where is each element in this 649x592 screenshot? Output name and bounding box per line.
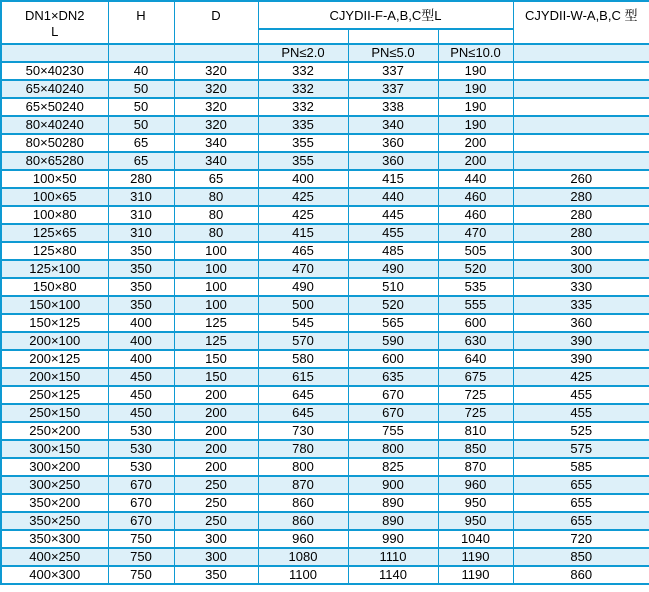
table-row — [1, 404, 649, 422]
table-cell: 125×100 — [1, 260, 108, 278]
header-spacer-cell — [438, 29, 513, 44]
header-row-pn — [1, 44, 649, 62]
header-cell-h: H — [108, 1, 174, 44]
table-cell: 400×300 — [1, 566, 108, 584]
table-cell: 310 — [108, 224, 174, 242]
table-cell: 332 — [258, 98, 348, 116]
table-cell: 200×125 — [1, 350, 108, 368]
table-row — [1, 296, 649, 314]
header-dn-line2: L — [51, 24, 59, 39]
table-cell: 300×150 — [1, 440, 108, 458]
table-row — [1, 350, 649, 368]
table-cell: 80×65280 — [1, 152, 108, 170]
table-row — [1, 188, 649, 206]
table-cell: 450 — [108, 368, 174, 386]
table-cell: 450 — [108, 386, 174, 404]
table-cell: 455 — [513, 386, 649, 404]
table-cell: 100 — [174, 242, 258, 260]
table-cell: 300 — [513, 260, 649, 278]
table-cell: 350×300 — [1, 530, 108, 548]
table-cell: 445 — [348, 206, 438, 224]
table-cell: 655 — [513, 494, 649, 512]
table-cell: 200 — [438, 152, 513, 170]
table-cell: 320 — [174, 80, 258, 98]
table-cell: 535 — [438, 278, 513, 296]
table-cell: 890 — [348, 494, 438, 512]
table-cell: 390 — [513, 332, 649, 350]
table-cell — [513, 80, 649, 98]
table-cell: 280 — [513, 188, 649, 206]
table-cell: 340 — [174, 152, 258, 170]
table-cell: 900 — [348, 476, 438, 494]
table-cell: 500 — [258, 296, 348, 314]
table-cell: 415 — [348, 170, 438, 188]
table-cell: 755 — [348, 422, 438, 440]
table-header — [1, 1, 649, 62]
table-cell: 310 — [108, 188, 174, 206]
table-cell: 250×125 — [1, 386, 108, 404]
table-cell: 750 — [108, 530, 174, 548]
table-cell: 150×125 — [1, 314, 108, 332]
table-cell: 65 — [108, 152, 174, 170]
table-cell: 50×40230 — [1, 62, 108, 80]
table-row — [1, 62, 649, 80]
table-cell: 400 — [258, 170, 348, 188]
table-cell: 950 — [438, 494, 513, 512]
table-cell: 635 — [348, 368, 438, 386]
table-cell: 750 — [108, 548, 174, 566]
table-cell: 355 — [258, 152, 348, 170]
table-cell: 465 — [258, 242, 348, 260]
table-cell — [513, 98, 649, 116]
table-cell: 590 — [348, 332, 438, 350]
table-cell: 337 — [348, 80, 438, 98]
table-cell: 320 — [174, 116, 258, 134]
table-cell: 565 — [348, 314, 438, 332]
table-cell: 725 — [438, 386, 513, 404]
table-cell: 545 — [258, 314, 348, 332]
table-cell: 335 — [258, 116, 348, 134]
header-cell-group-f: CJYDII-F-A,B,C型L — [258, 1, 513, 29]
table-cell: 425 — [513, 368, 649, 386]
table-row — [1, 440, 649, 458]
table-cell — [513, 134, 649, 152]
table-row — [1, 530, 649, 548]
table-cell: 655 — [513, 476, 649, 494]
table-cell: 280 — [108, 170, 174, 188]
table-cell: 1040 — [438, 530, 513, 548]
table-cell: 1080 — [258, 548, 348, 566]
table-cell: 615 — [258, 368, 348, 386]
table-cell: 280 — [513, 206, 649, 224]
table-cell: 300 — [174, 548, 258, 566]
table-cell: 125×65 — [1, 224, 108, 242]
table-cell: 190 — [438, 62, 513, 80]
table-cell: 80 — [174, 206, 258, 224]
table-cell: 200 — [174, 422, 258, 440]
table-cell: 250×200 — [1, 422, 108, 440]
header-row-main — [1, 1, 649, 29]
header-spacer-cell — [258, 29, 348, 44]
table-cell: 360 — [348, 134, 438, 152]
table-cell: 490 — [348, 260, 438, 278]
table-cell — [513, 116, 649, 134]
table-cell: 65×40240 — [1, 80, 108, 98]
header-cell-pn-2: PN≤2.0 — [258, 44, 348, 62]
table-cell: 460 — [438, 188, 513, 206]
table-cell: 655 — [513, 512, 649, 530]
table-cell: 455 — [513, 404, 649, 422]
table-row — [1, 422, 649, 440]
table-cell: 400 — [108, 350, 174, 368]
table-cell: 150×80 — [1, 278, 108, 296]
table-cell: 190 — [438, 80, 513, 98]
table-row — [1, 224, 649, 242]
table-cell: 125×80 — [1, 242, 108, 260]
table-cell: 332 — [258, 62, 348, 80]
table-cell: 850 — [513, 548, 649, 566]
table-cell: 125 — [174, 332, 258, 350]
table-row — [1, 494, 649, 512]
table-cell: 530 — [108, 422, 174, 440]
table-cell: 670 — [108, 512, 174, 530]
table-cell: 65 — [174, 170, 258, 188]
table-cell: 200 — [174, 458, 258, 476]
table-cell: 190 — [438, 98, 513, 116]
table-cell: 150 — [174, 350, 258, 368]
table-cell: 555 — [438, 296, 513, 314]
table-cell: 730 — [258, 422, 348, 440]
table-cell: 260 — [513, 170, 649, 188]
table-cell: 1110 — [348, 548, 438, 566]
table-cell: 860 — [258, 512, 348, 530]
table-cell: 675 — [438, 368, 513, 386]
pn-row-empty-cell — [513, 44, 649, 62]
table-row — [1, 152, 649, 170]
table-cell: 350 — [108, 242, 174, 260]
table-cell: 320 — [174, 98, 258, 116]
table-row — [1, 458, 649, 476]
table-row — [1, 332, 649, 350]
table-cell: 630 — [438, 332, 513, 350]
pn-row-empty-cell — [174, 44, 258, 62]
table-cell: 440 — [438, 170, 513, 188]
table-cell: 150×100 — [1, 296, 108, 314]
pn-row-empty-cell — [108, 44, 174, 62]
table-cell: 100×65 — [1, 188, 108, 206]
table-cell: 50 — [108, 116, 174, 134]
table-row — [1, 116, 649, 134]
table-cell: 890 — [348, 512, 438, 530]
table-cell: 470 — [258, 260, 348, 278]
table-cell: 670 — [108, 476, 174, 494]
table-cell: 125 — [174, 314, 258, 332]
table-cell: 65×50240 — [1, 98, 108, 116]
table-cell: 200 — [174, 404, 258, 422]
table-cell: 250 — [174, 494, 258, 512]
table-cell: 400×250 — [1, 548, 108, 566]
table-cell: 570 — [258, 332, 348, 350]
table-cell: 505 — [438, 242, 513, 260]
table-cell: 80 — [174, 224, 258, 242]
table-row — [1, 386, 649, 404]
table-cell: 425 — [258, 206, 348, 224]
table-cell: 350×250 — [1, 512, 108, 530]
header-cell-pn-10: PN≤10.0 — [438, 44, 513, 62]
table-cell: 335 — [513, 296, 649, 314]
table-cell: 330 — [513, 278, 649, 296]
header-cell-dn — [1, 1, 108, 44]
table-cell: 300 — [513, 242, 649, 260]
table-cell: 585 — [513, 458, 649, 476]
table-cell: 80×50280 — [1, 134, 108, 152]
table-cell: 100 — [174, 260, 258, 278]
table-cell: 720 — [513, 530, 649, 548]
table-cell: 300×250 — [1, 476, 108, 494]
table-cell: 250 — [174, 476, 258, 494]
table-cell: 150 — [174, 368, 258, 386]
table-row — [1, 170, 649, 188]
table-cell: 645 — [258, 404, 348, 422]
table-cell: 338 — [348, 98, 438, 116]
table-cell: 485 — [348, 242, 438, 260]
table-row — [1, 98, 649, 116]
table-cell: 640 — [438, 350, 513, 368]
table-cell — [513, 62, 649, 80]
table-cell: 510 — [348, 278, 438, 296]
table-cell: 870 — [258, 476, 348, 494]
table-cell: 190 — [438, 116, 513, 134]
table-cell: 575 — [513, 440, 649, 458]
table-cell: 350 — [174, 566, 258, 584]
table-cell: 470 — [438, 224, 513, 242]
table-cell: 670 — [348, 386, 438, 404]
table-row — [1, 566, 649, 584]
table-cell: 50 — [108, 80, 174, 98]
table-cell: 800 — [258, 458, 348, 476]
header-dn-line1: DN1×DN2 — [24, 8, 85, 23]
table-cell: 1100 — [258, 566, 348, 584]
table-cell: 200×150 — [1, 368, 108, 386]
table-cell: 310 — [108, 206, 174, 224]
table-cell: 520 — [348, 296, 438, 314]
table-cell — [513, 152, 649, 170]
table-cell: 390 — [513, 350, 649, 368]
table-cell: 850 — [438, 440, 513, 458]
table-cell: 350 — [108, 260, 174, 278]
table-cell: 780 — [258, 440, 348, 458]
table-cell: 250×150 — [1, 404, 108, 422]
table-cell: 400 — [108, 332, 174, 350]
table-cell: 100 — [174, 296, 258, 314]
table-cell: 800 — [348, 440, 438, 458]
table-cell: 100 — [174, 278, 258, 296]
table-cell: 600 — [438, 314, 513, 332]
table-cell: 860 — [513, 566, 649, 584]
table-cell: 350×200 — [1, 494, 108, 512]
table-body — [1, 62, 649, 584]
header-spacer-cell — [348, 29, 438, 44]
table-cell: 960 — [258, 530, 348, 548]
table-cell: 100×50 — [1, 170, 108, 188]
table-cell: 645 — [258, 386, 348, 404]
table-cell: 40 — [108, 62, 174, 80]
table-row — [1, 548, 649, 566]
table-row — [1, 260, 649, 278]
table-cell: 337 — [348, 62, 438, 80]
table-cell: 320 — [174, 62, 258, 80]
table-row — [1, 512, 649, 530]
table-cell: 200 — [174, 386, 258, 404]
table-cell: 450 — [108, 404, 174, 422]
table-row — [1, 206, 649, 224]
table-cell: 300 — [174, 530, 258, 548]
table-row — [1, 80, 649, 98]
table-cell: 425 — [258, 188, 348, 206]
table-cell: 332 — [258, 80, 348, 98]
table-cell: 670 — [348, 404, 438, 422]
table-cell: 415 — [258, 224, 348, 242]
table-cell: 860 — [258, 494, 348, 512]
table-row — [1, 314, 649, 332]
table-cell: 1140 — [348, 566, 438, 584]
table-cell: 80 — [174, 188, 258, 206]
table-row — [1, 242, 649, 260]
header-cell-pn-5: PN≤5.0 — [348, 44, 438, 62]
table-cell: 455 — [348, 224, 438, 242]
table-cell: 960 — [438, 476, 513, 494]
table-cell: 350 — [108, 296, 174, 314]
table-cell: 670 — [108, 494, 174, 512]
table-cell: 360 — [513, 314, 649, 332]
table-row — [1, 476, 649, 494]
header-cell-group-w: CJYDII-W-A,B,C 型 — [513, 1, 649, 44]
table-cell: 725 — [438, 404, 513, 422]
table-cell: 580 — [258, 350, 348, 368]
table-cell: 750 — [108, 566, 174, 584]
table-cell: 355 — [258, 134, 348, 152]
table-cell: 340 — [174, 134, 258, 152]
table-cell: 350 — [108, 278, 174, 296]
table-cell: 1190 — [438, 548, 513, 566]
table-cell: 530 — [108, 458, 174, 476]
table-cell: 440 — [348, 188, 438, 206]
table-cell: 200 — [438, 134, 513, 152]
table-cell: 200 — [174, 440, 258, 458]
table-cell: 525 — [513, 422, 649, 440]
header-cell-d: D — [174, 1, 258, 44]
table-cell: 1190 — [438, 566, 513, 584]
pn-row-empty-cell — [1, 44, 108, 62]
table-cell: 100×80 — [1, 206, 108, 224]
table-cell: 50 — [108, 98, 174, 116]
table-cell: 600 — [348, 350, 438, 368]
table-cell: 950 — [438, 512, 513, 530]
table-row — [1, 134, 649, 152]
table-cell: 530 — [108, 440, 174, 458]
table-cell: 80×40240 — [1, 116, 108, 134]
table-cell: 200×100 — [1, 332, 108, 350]
table-cell: 300×200 — [1, 458, 108, 476]
table-cell: 825 — [348, 458, 438, 476]
table-cell: 400 — [108, 314, 174, 332]
table-cell: 990 — [348, 530, 438, 548]
table-cell: 810 — [438, 422, 513, 440]
table-cell: 360 — [348, 152, 438, 170]
table-row — [1, 278, 649, 296]
table-cell: 340 — [348, 116, 438, 134]
table-cell: 65 — [108, 134, 174, 152]
table-row — [1, 368, 649, 386]
table-cell: 870 — [438, 458, 513, 476]
table-cell: 490 — [258, 278, 348, 296]
table-cell: 280 — [513, 224, 649, 242]
table-cell: 250 — [174, 512, 258, 530]
table-cell: 460 — [438, 206, 513, 224]
table-cell: 520 — [438, 260, 513, 278]
